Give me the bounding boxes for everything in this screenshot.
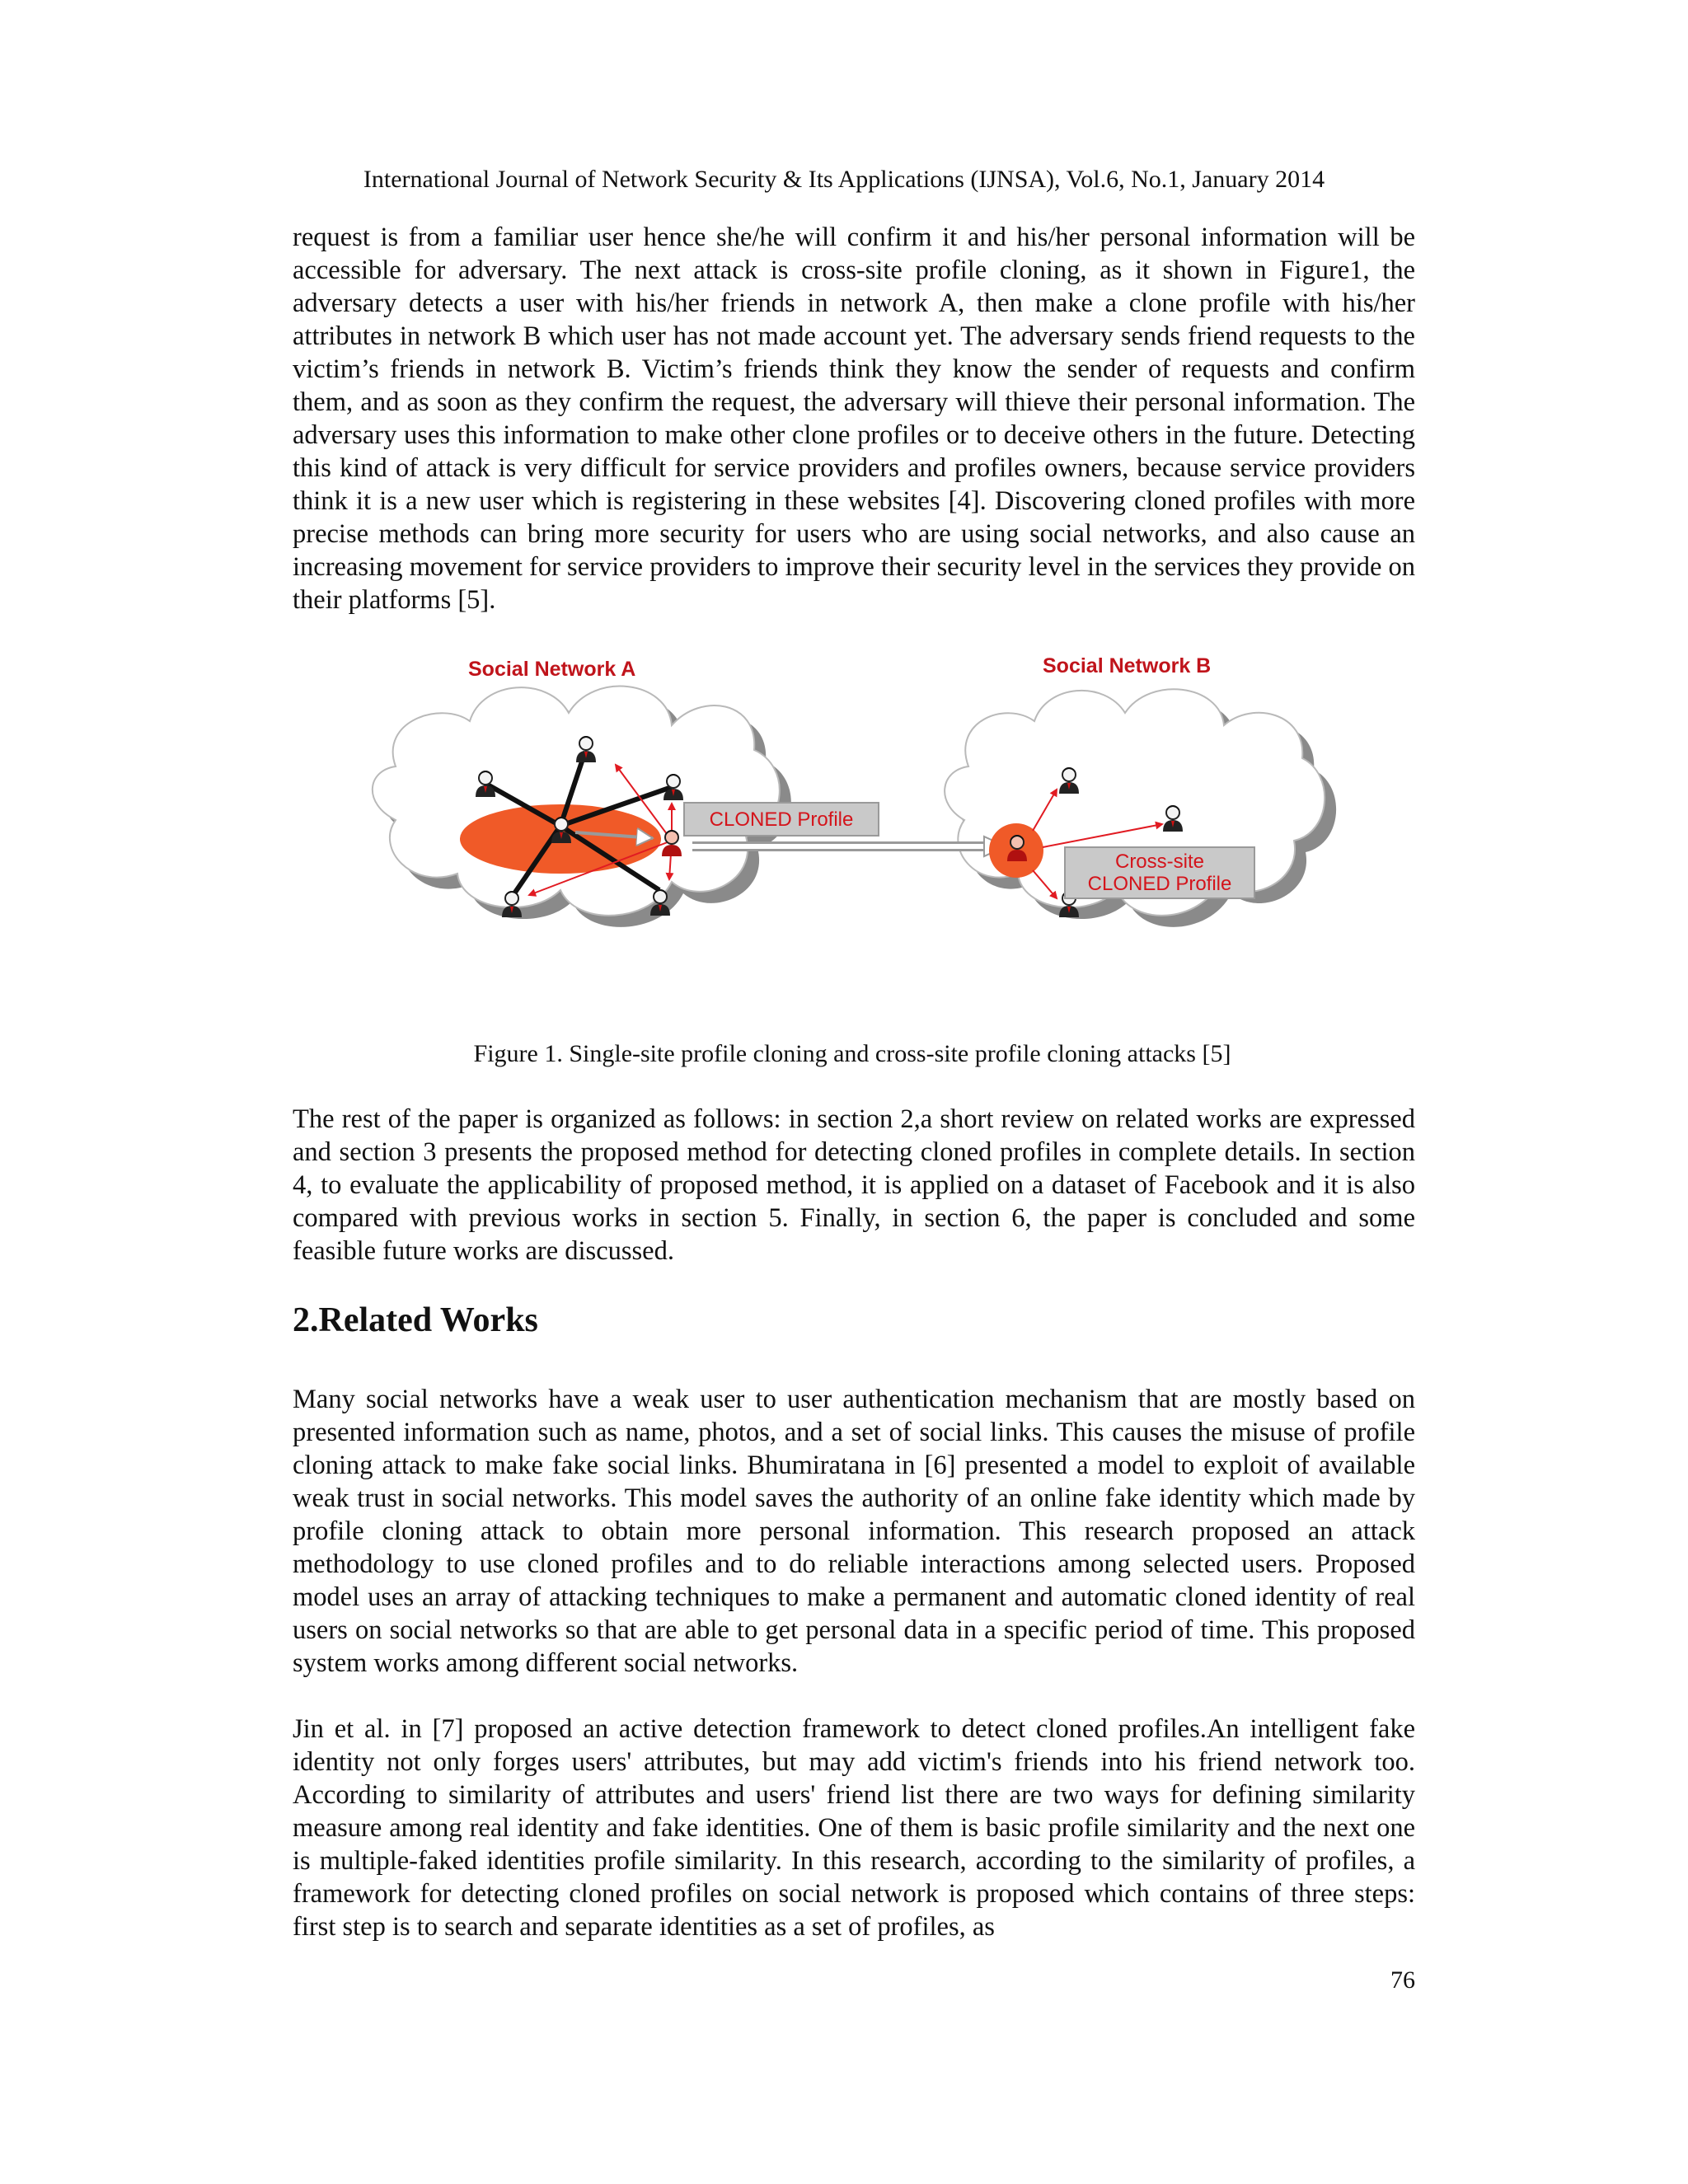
label-social-network-b: Social Network B: [1043, 654, 1212, 677]
body-paragraph-1: request is from a familiar user hence she/he will confirm it and his/her personal information will be accessible for adversary. The next attack is cross-site profile cloning, as it shown in Figure1, the adversary detects a user with his/her friends in network A, then make a clone profile with his/her attributes in network B which user has not made account yet. The adversary sends friend requests to the victim’s friends in network B. Victim’s friends think they know the sender of requests and confirm them, and as soon as they confirm the request, the adversary will thieve their personal information. The adversary uses this information to make other clone profiles or to deceive others in the future. Detecting this kind of attack is very difficult for service providers and profiles owners, because service providers think it is a new user which is registering in these websites [4]. Discovering cloned profiles with more precise methods can bring more security for users who are using social networks, and also cause an increasing movement for service providers to improve their security level in the services they provide on their platforms [5].: [293, 223, 1415, 615]
figure-caption: Figure 1. Single-site profile cloning and cross-site profile cloning attacks [5]: [473, 1040, 1231, 1067]
cross-site-label-line1: Cross-site: [1114, 851, 1205, 873]
cross-site-cloned-box: [1065, 847, 1254, 898]
page-number: 76: [1390, 1966, 1415, 1994]
cloned-profile-label: CLONED Profile: [709, 808, 854, 831]
label-social-network-a: Social Network A: [468, 658, 636, 681]
section-heading: 2.Related Works: [293, 1301, 538, 1339]
cloned-profile-box: [684, 803, 879, 836]
figure-1-diagram: [346, 643, 1360, 1005]
body-paragraph-3: Many social networks have a weak user to user authentication mechanism that are mostly based on presented information such as name, photos, and a set of social links. This causes the misuse of profile cloning attack to make fake social links. Bhumiratana in [6] presented a model to exploit of available weak trust in social networks. This model saves the authority of an online fake identity which made by profile cloning attack to obtain more personal information. This research proposed an attack methodology to use cloned profiles and to do reliable interactions among selected users. Proposed model uses an array of attacking techniques to make a permanent and automatic cloned identity of real users on social networks so that are able to get personal data in a specific period of time. This proposed system works among different social networks.: [293, 1385, 1415, 1678]
figure-1: [346, 643, 1360, 1005]
cross-site-label-line2: CLONED Profile: [1087, 873, 1232, 895]
body-paragraph-4: Jin et al. in [7] proposed an active detection framework to detect cloned profiles.An intelligent fake identity not only forges users' attributes, but may add victim's friends into his friend network too. According to similarity of attributes and users' friend list there are two ways for defining similarity measure among real identity and fake identities. One of them is basic profile similarity and the next one is multiple-faked identities profile similarity. In this research, according to the similarity of profiles, a framework for detecting cloned profiles on social network is proposed which contains of three steps: first step is to search and separate identities as a set of profiles, as: [293, 1714, 1415, 1942]
body-paragraph-2: The rest of the paper is organized as follows: in section 2,a short review on related works are expressed and section 3 presents the proposed method for detecting cloned profiles in complete details. In section 4, to evaluate the applicability of proposed method, it is applied on a dataset of Facebook and it is also compared with previous works in section 5. Finally, in section 6, the paper is concluded and some feasible future works are discussed.: [293, 1104, 1415, 1266]
running-title: International Journal of Network Security & Its Applications (IJNSA), Vol.6, No.1, January 2014: [363, 166, 1325, 193]
